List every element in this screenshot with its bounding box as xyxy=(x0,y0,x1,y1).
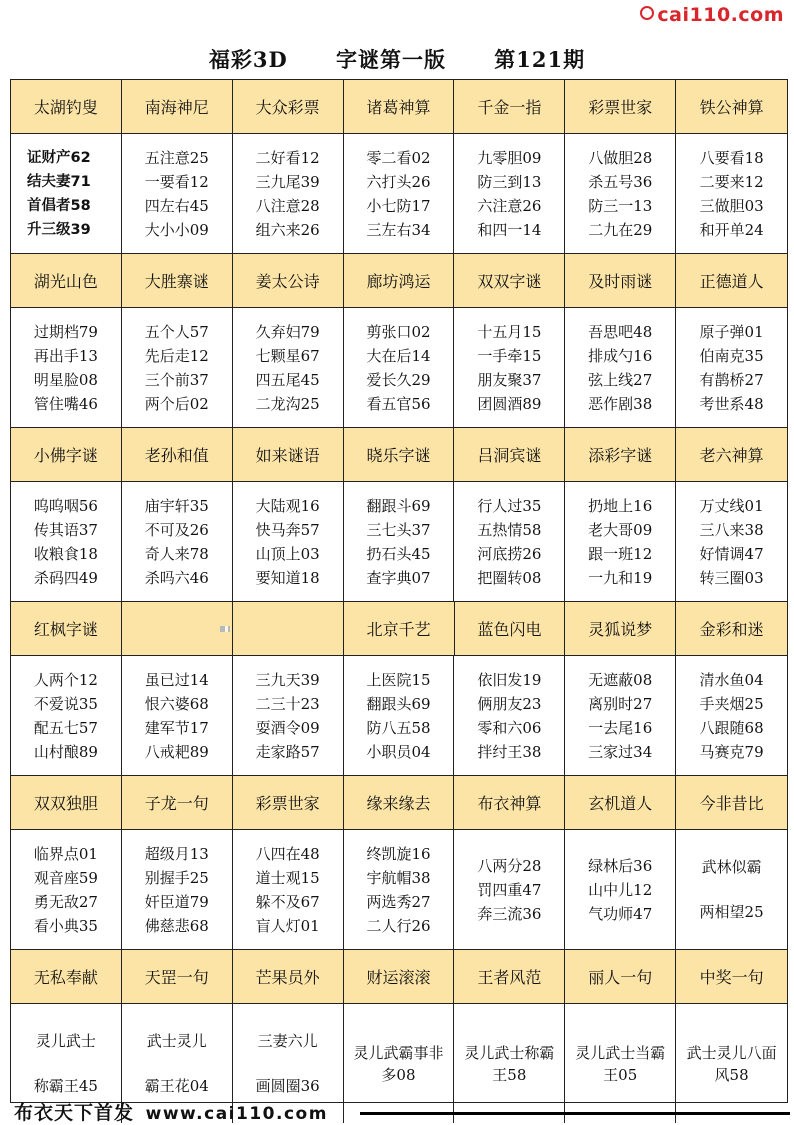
column-header: 缘来缘去 xyxy=(344,776,455,829)
riddle-entry: 不爱说35 xyxy=(33,694,98,713)
riddle-entry: 十五月15 xyxy=(477,322,542,341)
riddle-entry: 临界点01 xyxy=(33,844,98,863)
column-header: 晓乐字谜 xyxy=(344,428,455,481)
riddle-entry: 老大哥09 xyxy=(588,520,653,539)
riddle-entry: 扔地上16 xyxy=(588,496,653,515)
riddle-cell xyxy=(565,656,676,775)
riddle-entry: 吾思吧48 xyxy=(588,322,653,341)
riddle-entry: 五热情58 xyxy=(477,520,542,539)
riddle-cell xyxy=(676,134,787,253)
riddle-cell xyxy=(233,830,344,949)
riddle-entry: 八两分28 xyxy=(477,856,542,875)
column-header: 灵狐说梦 xyxy=(565,602,676,655)
riddle-entry: 超级月13 xyxy=(144,844,209,863)
riddle-entry: 三做胆03 xyxy=(699,196,764,215)
riddle-cell xyxy=(11,830,122,949)
riddle-entry: 杀码四49 xyxy=(33,568,98,587)
riddle-entry: 管住嘴46 xyxy=(33,394,98,413)
riddle-cell xyxy=(565,830,676,949)
entries-row xyxy=(11,830,787,950)
riddle-entry: 一九和19 xyxy=(588,568,653,587)
riddle-entry: 五个人57 xyxy=(144,322,209,341)
title-lottery: 福彩3D xyxy=(208,47,288,72)
riddle-entry: 考世系48 xyxy=(699,394,764,413)
riddle-entry: 原子弹01 xyxy=(699,322,764,341)
riddle-entry: 万丈线01 xyxy=(699,496,764,515)
column-header: 无私奉献 xyxy=(11,950,122,1003)
riddle-entry: 无遮蔽08 xyxy=(588,670,653,689)
riddle-entry: 八跟随68 xyxy=(699,718,764,737)
riddle-entry: 两选秀27 xyxy=(366,892,431,911)
riddle-entry: 武士灵儿八面风58 xyxy=(686,1043,777,1084)
column-header: 双双字谜 xyxy=(454,254,565,307)
riddle-cell xyxy=(454,830,565,949)
riddle-cell xyxy=(122,482,233,601)
riddle-entry: 弦上线27 xyxy=(588,370,653,389)
riddle-entry: 翻跟斗69 xyxy=(366,496,431,515)
riddle-entry: 小职员04 xyxy=(366,742,431,761)
section-4 xyxy=(11,602,787,776)
riddle-entry: 山中儿12 xyxy=(588,880,653,899)
column-header: 彩票世家 xyxy=(565,80,676,133)
riddle-entry: 二龙沟25 xyxy=(255,394,320,413)
riddle-table xyxy=(10,79,788,1103)
riddle-cell xyxy=(565,308,676,427)
column-header: 红枫字谜 xyxy=(11,602,122,655)
riddle-entry: 团圆酒89 xyxy=(477,394,542,413)
riddle-entry: 小七防17 xyxy=(366,196,431,215)
footer xyxy=(14,1098,328,1125)
riddle-entry: 终凯旋16 xyxy=(366,844,431,863)
riddle-entry: 防八五58 xyxy=(366,718,431,737)
riddle-cell xyxy=(676,308,787,427)
riddle-entry: 三个前37 xyxy=(144,370,209,389)
riddle-entry: 五注意25 xyxy=(144,148,209,167)
riddle-entry: 大小小09 xyxy=(144,220,209,239)
riddle-entry: 防三一13 xyxy=(588,196,653,215)
riddle-entry: 把圈转08 xyxy=(477,568,542,587)
riddle-entry: 三九天39 xyxy=(255,670,320,689)
riddle-entry: 人两个12 xyxy=(33,670,98,689)
column-header: 吕洞宾谜 xyxy=(454,428,565,481)
riddle-cell xyxy=(454,134,565,253)
riddle-cell xyxy=(11,656,122,775)
riddle-cell xyxy=(676,656,787,775)
column-header: 双双独胆 xyxy=(11,776,122,829)
riddle-entry: 行人过35 xyxy=(477,496,542,515)
riddle-entry: 杀吗六46 xyxy=(144,568,209,587)
riddle-entry: 武林似霸 xyxy=(701,857,762,876)
column-header: 铁公神算 xyxy=(699,98,764,117)
riddle-entry: 大陆观16 xyxy=(255,496,320,515)
riddle-entry: 画圆圈36 xyxy=(255,1077,320,1096)
footer-url[interactable]: www.cai110.com xyxy=(145,1104,328,1124)
riddle-entry: 俩朋友23 xyxy=(477,694,542,713)
riddle-entry: 伯南克35 xyxy=(699,346,764,365)
riddle-cell xyxy=(122,134,233,253)
section-2 xyxy=(11,254,787,428)
riddle-entry: 过期档79 xyxy=(33,322,98,341)
title-edition: 字谜第一版 xyxy=(335,47,446,72)
riddle-cell xyxy=(676,482,787,601)
riddle-cell xyxy=(233,482,344,601)
riddle-entry: 八四在48 xyxy=(255,844,320,863)
riddle-entry: 零和六06 xyxy=(477,718,542,737)
footer-divider xyxy=(360,1112,790,1115)
riddle-entry: 不可及26 xyxy=(144,520,209,539)
riddle-cell xyxy=(344,1004,455,1123)
riddle-entry: 两个后02 xyxy=(144,394,209,413)
column-header: 今非昔比 xyxy=(699,794,764,813)
riddle-entry: 朋友聚37 xyxy=(477,370,542,389)
riddle-cell xyxy=(122,830,233,949)
riddle-entry: 九零胆09 xyxy=(477,148,542,167)
riddle-entry: 大在后14 xyxy=(366,346,431,365)
riddle-cell xyxy=(454,308,565,427)
riddle-entry: 躲不及67 xyxy=(255,892,320,911)
riddle-entry: 八要看18 xyxy=(699,148,764,167)
riddle-entry: 恶作剧38 xyxy=(588,394,653,413)
riddle-entry: 八做胆28 xyxy=(588,148,653,167)
riddle-entry: 传其语37 xyxy=(33,520,98,539)
riddle-entry: 六注意26 xyxy=(477,196,542,215)
riddle-cell xyxy=(565,134,676,253)
section-3 xyxy=(11,428,787,602)
riddle-entry: 二三十23 xyxy=(255,694,320,713)
riddle-entry: 上医院15 xyxy=(366,670,431,689)
riddle-cell xyxy=(454,482,565,601)
header-row xyxy=(11,602,787,656)
riddle-entry: 结夫妻71 xyxy=(27,173,91,190)
riddle-entry: 八注意28 xyxy=(255,196,320,215)
riddle-cell xyxy=(233,656,344,775)
riddle-entry: 别握手25 xyxy=(144,868,209,887)
riddle-entry: 翻跟头69 xyxy=(366,694,431,713)
column-header: 彩票世家 xyxy=(233,776,344,829)
riddle-entry: 久弃妇79 xyxy=(255,322,320,341)
column-header: 财运滚滚 xyxy=(344,950,455,1003)
riddle-entry: 山顶上03 xyxy=(255,544,320,563)
column-header: 正德道人 xyxy=(699,272,764,291)
riddle-cell xyxy=(11,482,122,601)
riddle-entry: 佛慈悲68 xyxy=(144,916,209,935)
riddle-entry: 配五七57 xyxy=(33,718,98,737)
riddle-entry: 河底捞26 xyxy=(477,544,542,563)
column-header: 南海神尼 xyxy=(122,80,233,133)
header-row xyxy=(11,776,787,830)
riddle-entry: 观音座59 xyxy=(33,868,98,887)
column-header: 芒果员外 xyxy=(233,950,344,1003)
riddle-cell xyxy=(565,482,676,601)
riddle-entry: 明星脸08 xyxy=(33,370,98,389)
riddle-entry: 好情调47 xyxy=(699,544,764,563)
riddle-entry: 灵儿武士当霸王05 xyxy=(575,1043,666,1084)
riddle-entry: 灵儿武霸事非多08 xyxy=(353,1043,444,1084)
riddle-entry: 看五官56 xyxy=(366,394,431,413)
entries-row xyxy=(11,308,787,428)
column-header: 太湖钓叟 xyxy=(11,80,122,133)
column-header: 大胜寨谜 xyxy=(122,254,233,307)
column-header: 王者风范 xyxy=(454,950,565,1003)
riddle-entry: 八戒耙89 xyxy=(144,742,209,761)
riddle-entry: 组六来26 xyxy=(255,220,320,239)
riddle-entry: 收粮食18 xyxy=(33,544,98,563)
riddle-entry: 证财产62 xyxy=(27,149,91,166)
header-row xyxy=(11,950,787,1004)
riddle-entry: 一手牵15 xyxy=(477,346,542,365)
riddle-entry: 离别时27 xyxy=(588,694,653,713)
column-header: 大众彩票 xyxy=(233,80,344,133)
riddle-cell xyxy=(344,482,455,601)
entries-row xyxy=(11,482,787,602)
riddle-entry: 扔石头45 xyxy=(366,544,431,563)
column-header: 千金一指 xyxy=(454,80,565,133)
riddle-entry: 四左右45 xyxy=(144,196,209,215)
riddle-entry: 盲人灯01 xyxy=(255,916,320,935)
riddle-entry: 走家路57 xyxy=(255,742,320,761)
riddle-entry: 剪张口02 xyxy=(366,322,431,341)
riddle-entry: 二人行26 xyxy=(366,916,431,935)
riddle-entry: 看小典35 xyxy=(33,916,98,935)
riddle-entry: 转三圈03 xyxy=(699,568,764,587)
riddle-entry: 一要看12 xyxy=(144,172,209,191)
riddle-entry: 灵儿武士 xyxy=(35,1031,96,1050)
header-row xyxy=(11,428,787,482)
column-header xyxy=(233,602,344,655)
riddle-entry: 虽已过14 xyxy=(144,670,209,689)
riddle-entry: 武士灵儿 xyxy=(146,1031,207,1050)
riddle-entry: 二好看12 xyxy=(255,148,320,167)
riddle-entry: 依旧发19 xyxy=(477,670,542,689)
riddle-entry: 称霸王45 xyxy=(33,1077,98,1096)
riddle-entry: 快马奔57 xyxy=(255,520,320,539)
riddle-cell xyxy=(344,134,455,253)
header-row xyxy=(11,80,787,134)
riddle-entry: 先后走12 xyxy=(144,346,209,365)
riddle-entry: 零二看02 xyxy=(366,148,431,167)
column-header: 老孙和值 xyxy=(122,428,233,481)
column-header: 中奖一句 xyxy=(699,968,764,987)
riddle-entry: 三家过34 xyxy=(588,742,653,761)
riddle-entry: 霸王花04 xyxy=(144,1077,209,1096)
riddle-entry: 升三级39 xyxy=(27,221,91,238)
riddle-cell xyxy=(676,830,787,949)
section-1 xyxy=(11,80,787,254)
riddle-cell xyxy=(344,308,455,427)
riddle-cell xyxy=(11,134,122,253)
riddle-cell xyxy=(122,656,233,775)
riddle-entry: 庙宇轩35 xyxy=(144,496,209,515)
riddle-cell xyxy=(565,1004,676,1123)
riddle-cell xyxy=(11,308,122,427)
column-header: 添彩字谜 xyxy=(565,428,676,481)
column-header: 老六神算 xyxy=(699,446,764,465)
title-issue: 第121期 xyxy=(494,47,586,72)
riddle-entry: 六打头26 xyxy=(366,172,431,191)
riddle-entry: 再出手13 xyxy=(33,346,98,365)
section-5 xyxy=(11,776,787,950)
column-header: 北京千艺 xyxy=(344,602,455,655)
riddle-entry: 绿林后36 xyxy=(588,856,653,875)
riddle-entry: 跟一班12 xyxy=(588,544,653,563)
riddle-entry: 恨六婆68 xyxy=(144,694,209,713)
column-header: 丽人一句 xyxy=(565,950,676,1003)
riddle-entry: 三八来38 xyxy=(699,520,764,539)
riddle-entry: 排成勺16 xyxy=(588,346,653,365)
column-header xyxy=(122,602,233,655)
riddle-entry: 要知道18 xyxy=(255,568,320,587)
riddle-entry: 防三到13 xyxy=(477,172,542,191)
column-header: 玄机道人 xyxy=(565,776,676,829)
riddle-cell xyxy=(344,830,455,949)
riddle-entry: 气功师47 xyxy=(588,904,653,923)
riddle-entry: 道士观15 xyxy=(255,868,320,887)
riddle-entry: 三七头37 xyxy=(366,520,431,539)
riddle-entry: 奇人来78 xyxy=(144,544,209,563)
riddle-entry: 清水鱼04 xyxy=(699,670,764,689)
column-header: 布衣神算 xyxy=(454,776,565,829)
riddle-entry: 爱长久29 xyxy=(366,370,431,389)
riddle-entry: 七颗星67 xyxy=(255,346,320,365)
smudge-mark xyxy=(220,626,230,632)
entries-row xyxy=(11,656,787,776)
site-logo[interactable]: cai110.com xyxy=(640,4,784,26)
riddle-entry: 建军节17 xyxy=(144,718,209,737)
riddle-entry: 首倡者58 xyxy=(27,197,91,214)
riddle-entry: 拌纣王38 xyxy=(477,742,542,761)
column-header: 天罡一句 xyxy=(122,950,233,1003)
entries-row xyxy=(11,134,787,254)
riddle-cell xyxy=(233,308,344,427)
riddle-entry: 奔三流36 xyxy=(477,904,542,923)
column-header: 如来谜语 xyxy=(233,428,344,481)
riddle-cell xyxy=(233,134,344,253)
page-title xyxy=(0,44,794,74)
column-header: 小佛字谜 xyxy=(11,428,122,481)
column-header: 诸葛神算 xyxy=(344,80,455,133)
column-header: 湖光山色 xyxy=(11,254,122,307)
riddle-entry: 灵儿武士称霸王58 xyxy=(464,1043,555,1084)
riddle-entry: 山村酿89 xyxy=(33,742,98,761)
riddle-cell xyxy=(454,1004,565,1123)
column-header: 廊坊鸿运 xyxy=(344,254,455,307)
riddle-entry: 勇无敌27 xyxy=(33,892,98,911)
riddle-entry: 和开单24 xyxy=(699,220,764,239)
column-header: 蓝色闪电 xyxy=(455,602,566,655)
riddle-entry: 手夹烟25 xyxy=(699,694,764,713)
riddle-entry: 和四一14 xyxy=(477,220,542,239)
riddle-cell xyxy=(122,308,233,427)
logo-eye-icon xyxy=(640,6,654,20)
riddle-entry: 杀五号36 xyxy=(588,172,653,191)
riddle-entry: 耍酒令09 xyxy=(255,718,320,737)
riddle-entry: 有鹊桥27 xyxy=(699,370,764,389)
footer-text: 布衣天下首发 xyxy=(14,1102,135,1124)
riddle-entry: 罚四重47 xyxy=(477,880,542,899)
riddle-entry: 一去尾16 xyxy=(588,718,653,737)
riddle-entry: 三妻六儿 xyxy=(257,1031,318,1050)
column-header: 姜太公诗 xyxy=(233,254,344,307)
header-row xyxy=(11,254,787,308)
riddle-cell xyxy=(454,656,565,775)
column-header: 子龙一句 xyxy=(122,776,233,829)
riddle-entry: 宇航帽38 xyxy=(366,868,431,887)
column-header: 及时雨谜 xyxy=(565,254,676,307)
riddle-entry: 查字典07 xyxy=(366,568,431,587)
column-header: 金彩和迷 xyxy=(699,620,764,639)
riddle-entry: 三九尾39 xyxy=(255,172,320,191)
riddle-entry: 四五尾45 xyxy=(255,370,320,389)
riddle-entry: 马赛克79 xyxy=(699,742,764,761)
riddle-entry: 奸臣道79 xyxy=(144,892,209,911)
riddle-entry: 二九在29 xyxy=(588,220,653,239)
riddle-cell xyxy=(344,656,455,775)
riddle-cell xyxy=(676,1004,787,1123)
riddle-entry: 二要来12 xyxy=(699,172,764,191)
riddle-entry: 两相望25 xyxy=(699,903,764,922)
riddle-entry: 三左右34 xyxy=(366,220,431,239)
riddle-entry: 呜呜咽56 xyxy=(33,496,98,515)
